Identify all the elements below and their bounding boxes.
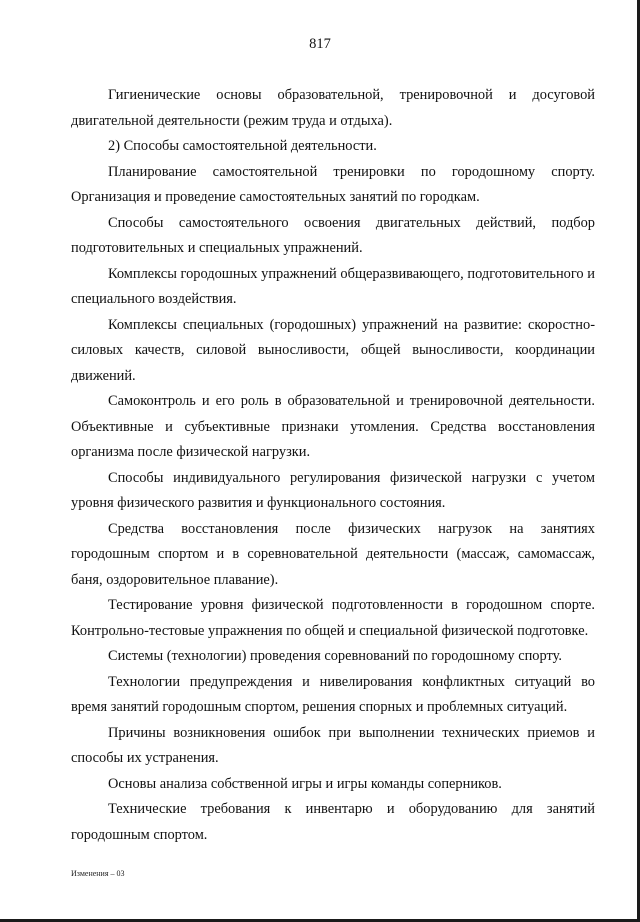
body-text	[71, 83, 595, 848]
paragraph: Планирование самостоятельной тренировки по городошному спорту. Организация и проведение самостоятельных занятий по городкам.	[71, 163, 595, 205]
paragraph: Самоконтроль и его роль в образовательной и тренировочной деятельности. Объективные и субъективные признаки утомления. Средства восстановления организма после физической нагрузки.	[71, 393, 595, 460]
revision-footer: Изменения – 03	[71, 869, 125, 878]
paragraph: Способы самостоятельного освоения двигательных действий, подбор подготовительных и специальных упражнений.	[71, 214, 595, 256]
paragraph: Технические требования к инвентарю и оборудованию для занятий городошным спортом.	[71, 801, 595, 843]
paragraph: Причины возникновения ошибок при выполнении технических приемов и способы их устранения.	[71, 724, 595, 766]
paragraph: Тестирование уровня физической подготовленности в городошном спорте. Контрольно-тестовые упражнения по общей и специальной физической подготовке.	[71, 597, 595, 639]
paragraph: Комплексы специальных (городошных) упражнений на развитие: скоростно-силовых качеств, силовой выносливости, общей выносливости, координации движений.	[71, 316, 595, 384]
paragraph: Комплексы городошных упражнений общеразвивающего, подготовительного и специального воздействия.	[71, 265, 595, 307]
paragraph: Технологии предупреждения и нивелирования конфликтных ситуаций во время занятий городошным спортом, решения спорных и проблемных ситуаций.	[71, 673, 595, 715]
page-number: 817	[309, 36, 331, 52]
paragraph: Способы индивидуального регулирования физической нагрузки с учетом уровня физического развития и функционального состояния.	[71, 469, 595, 511]
paragraph: Системы (технологии) проведения соревнований по городошному спорту.	[108, 648, 562, 664]
paragraph: 2) Способы самостоятельной деятельности.	[108, 138, 377, 154]
paragraph: Средства восстановления после физических нагрузок на занятиях городошным спортом и в соревновательной деятельности (массаж, самомассаж, баня, оздоровительное плавание).	[71, 520, 595, 588]
paragraph: Гигиенические основы образовательной, тренировочной и досуговой двигательной деятельности (режим труда и отдыха).	[71, 87, 595, 129]
paragraph: Основы анализа собственной игры и игры команды соперников.	[108, 775, 502, 792]
